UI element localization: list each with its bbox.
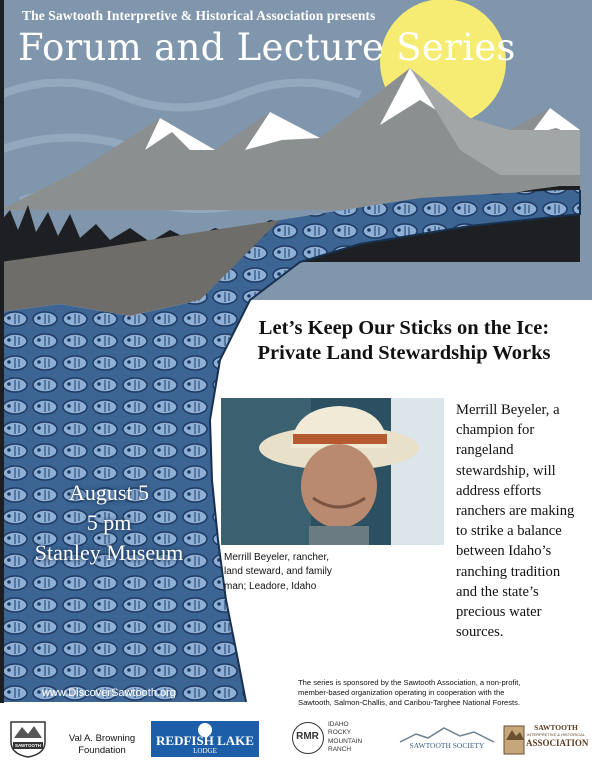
bio-line: address efforts bbox=[456, 482, 542, 499]
rmr-line: ROCKY bbox=[328, 729, 352, 737]
bio-line: ranchers are making bbox=[456, 503, 575, 520]
browning-foundation-logo bbox=[60, 733, 144, 757]
rmr-line: IDAHO bbox=[328, 721, 349, 728]
caption-line: man; Leadore, Idaho bbox=[224, 580, 317, 592]
event-time: 5 pm bbox=[86, 510, 132, 535]
event-date: August 5 bbox=[68, 480, 150, 505]
speaker-photo bbox=[221, 398, 444, 545]
bio-line: ranching tradition bbox=[456, 563, 561, 580]
society-name: SAWTOOTH SOCIETY bbox=[409, 741, 485, 750]
rmr-wordmark bbox=[328, 721, 378, 754]
rmr-logo bbox=[292, 722, 324, 754]
redfish-sub: LODGE bbox=[193, 747, 217, 755]
photo-caption bbox=[224, 551, 444, 594]
speaker-bio bbox=[456, 400, 592, 642]
caption-line: Merrill Beyeler, rancher, bbox=[224, 552, 330, 563]
sawtooth-association-logo bbox=[502, 720, 589, 758]
bio-line: rangeland bbox=[456, 442, 514, 459]
sawtooth-nra-logo bbox=[8, 718, 48, 758]
talk-title-line: Private Land Stewardship Works bbox=[257, 342, 551, 364]
presenter-line: The Sawtooth Interpretive & Historical Association presents bbox=[22, 8, 376, 23]
sponsor-note bbox=[298, 678, 582, 708]
browning-line: Foundation bbox=[78, 745, 126, 756]
bio-line: stewardship, will bbox=[456, 462, 556, 479]
redfish-lake-lodge-logo bbox=[151, 721, 259, 757]
bio-line: and the state’s bbox=[456, 583, 539, 600]
association-line: INTERPRETIVE & HISTORICAL bbox=[527, 732, 585, 737]
association-line: ASSOCIATION bbox=[526, 738, 589, 748]
bio-line: to strike a balance bbox=[456, 523, 562, 540]
caption-line: land steward, and family bbox=[224, 566, 332, 578]
rmr-line: RANCH bbox=[328, 745, 352, 753]
browning-line: Val A. Browning bbox=[68, 733, 136, 744]
sponsor-line: member-based organization operating in cooperation with the bbox=[298, 688, 505, 697]
sawtooth-society-logo bbox=[398, 724, 496, 752]
event-details bbox=[4, 478, 214, 568]
talk-title-line: Let’s Keep Our Sticks on the Ice: bbox=[258, 317, 550, 339]
rmr-line: MOUNTAIN bbox=[328, 737, 363, 745]
bio-line: precious water bbox=[456, 604, 542, 621]
sponsor-line: Sawtooth, Salmon-Challis, and Caribou-Targhee National Forests. bbox=[298, 698, 521, 707]
bio-line: champion for bbox=[456, 422, 535, 439]
redfish-name: REDFISH LAKE bbox=[156, 733, 254, 748]
rmr-mark: RMR bbox=[296, 731, 319, 742]
series-title: Forum and Lecture Series bbox=[18, 26, 516, 69]
association-line: SAWTOOTH bbox=[534, 723, 578, 732]
nra-logo-text: SAWTOOTH bbox=[15, 743, 41, 748]
bio-line: between Idaho’s bbox=[456, 543, 552, 560]
event-venue: Stanley Museum bbox=[34, 540, 184, 565]
sponsor-line: The series is sponsored by the Sawtooth Association, a non-profit, bbox=[298, 678, 521, 687]
talk-title bbox=[216, 316, 592, 366]
website-link[interactable]: www.DiscoverSawtooth.org bbox=[42, 687, 176, 699]
bio-line: Merrill Beyeler, a bbox=[456, 402, 560, 418]
bio-line: sources. bbox=[456, 624, 504, 641]
association-emblem-icon bbox=[502, 720, 526, 756]
